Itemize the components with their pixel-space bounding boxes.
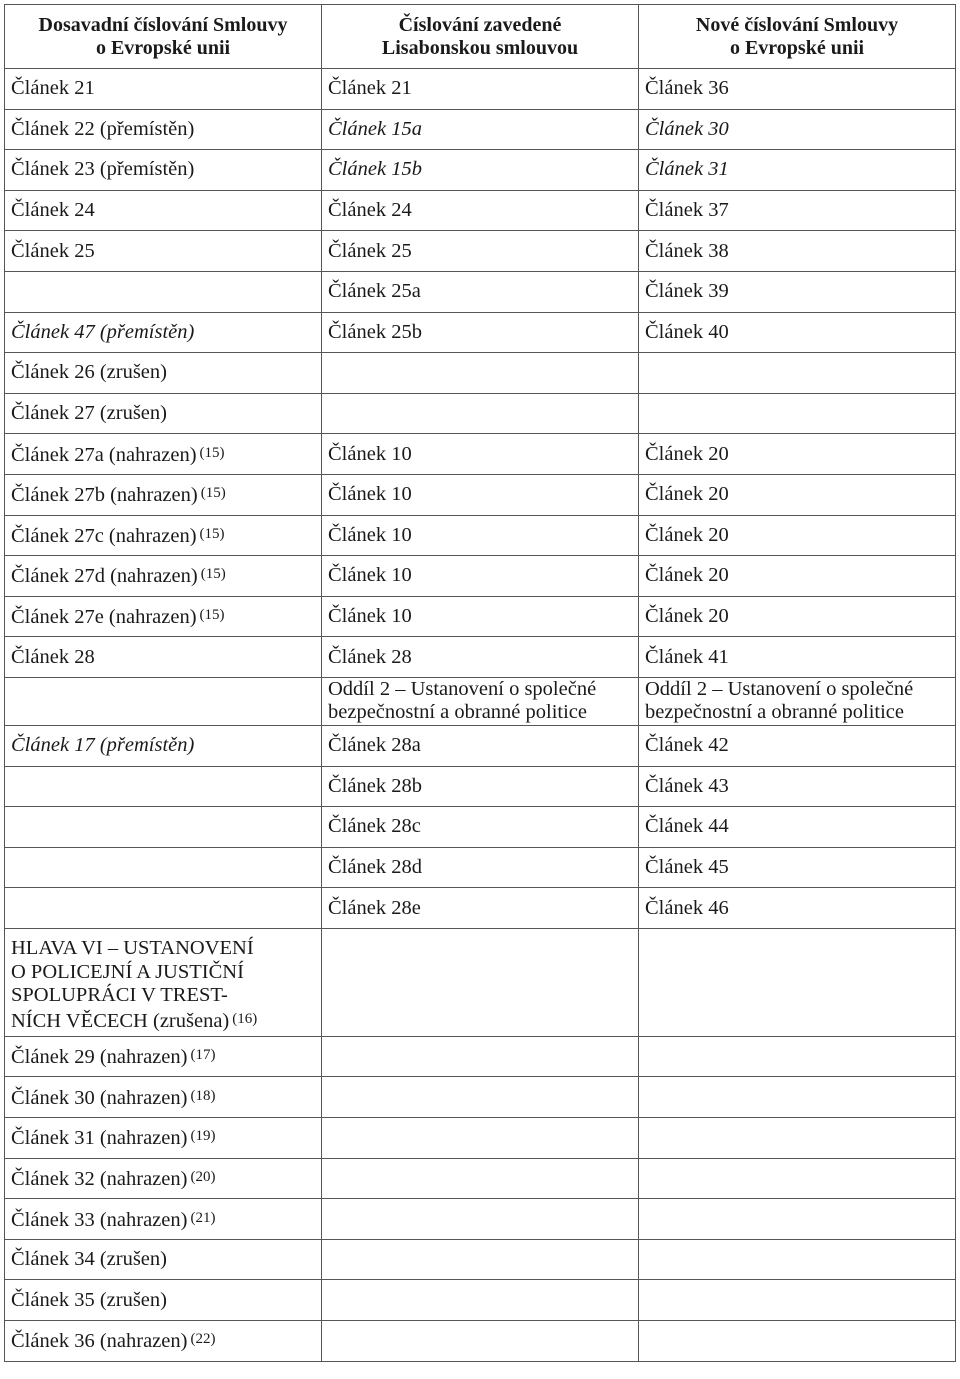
cell-old-text: Článek 27b (nahrazen) (11, 484, 198, 507)
footnote-ref: (21) (190, 1209, 216, 1226)
footnote-ref: (15) (199, 525, 225, 542)
table-row (5, 1239, 956, 1280)
cell-old-text: Článek 31 (nahrazen) (11, 1127, 188, 1150)
cell-lisbon: Článek 10 (322, 434, 639, 475)
table-row (5, 1280, 956, 1321)
cell-lisbon (322, 1036, 639, 1077)
cell-lisbon (322, 1199, 639, 1240)
table-row (5, 312, 956, 353)
header-new-line-2: o Evropské unii (729, 36, 865, 59)
cell-old: Článek 27 (zrušen) (5, 393, 322, 434)
cell-old (5, 1199, 322, 1240)
cell-old (5, 434, 322, 475)
section-heading-line-2: bezpečnostní a obranné politice (328, 701, 587, 724)
cell-old-text: Článek 32 (nahrazen) (11, 1167, 188, 1190)
table-row (5, 1158, 956, 1199)
cell-new (639, 1118, 956, 1159)
table-row (5, 888, 956, 929)
table-row (5, 1199, 956, 1240)
title-heading-line-1: HLAVA VI – USTANOVENÍ (11, 937, 254, 960)
cell-old (5, 474, 322, 515)
cell-old-text: Článek 27a (nahrazen) (11, 443, 197, 466)
table-row (5, 1036, 956, 1077)
cell-old-text: Článek 27c (nahrazen) (11, 524, 197, 547)
title-heading-line-2: O POLICEJNÍ A JUSTIČNÍ (11, 960, 244, 983)
cell-new: Článek 31 (639, 150, 956, 191)
cell-old (5, 596, 322, 637)
footnote-ref: (15) (199, 607, 225, 624)
cell-new (639, 1239, 956, 1280)
cell-lisbon (322, 1280, 639, 1321)
cell-new: Článek 45 (639, 847, 956, 888)
section-heading-line-1: Oddíl 2 – Ustanovení o společné (328, 678, 597, 701)
footnote-ref: (16) (232, 1010, 258, 1027)
cell-new: Článek 20 (639, 434, 956, 475)
cell-old: Článek 24 (5, 190, 322, 231)
table-row (5, 515, 956, 556)
cell-old: Článek 47 (přemístěn) (5, 312, 322, 353)
cell-old: Článek 23 (přemístěn) (5, 150, 322, 191)
cell-old (5, 888, 322, 929)
cell-old (5, 515, 322, 556)
table-row (5, 596, 956, 637)
footnote-ref: (15) (200, 485, 226, 502)
cell-old: Článek 22 (přemístěn) (5, 109, 322, 150)
cell-lisbon (322, 1239, 639, 1280)
cell-new: Článek 46 (639, 888, 956, 929)
cell-lisbon: Článek 28 (322, 637, 639, 678)
cell-lisbon: Článek 28a (322, 725, 639, 766)
table-row (5, 1321, 956, 1362)
cell-lisbon: Článek 10 (322, 556, 639, 597)
table-row (5, 847, 956, 888)
table-row (5, 190, 956, 231)
cell-new: Článek 42 (639, 725, 956, 766)
cell-lisbon (322, 1321, 639, 1362)
cell-new: Článek 41 (639, 637, 956, 678)
cell-new (639, 1158, 956, 1199)
title-heading-line-4 (11, 1008, 315, 1034)
cell-lisbon (322, 1118, 639, 1159)
cell-lisbon: Článek 28e (322, 888, 639, 929)
table-row (5, 807, 956, 848)
cell-new (639, 353, 956, 394)
table-row (5, 69, 956, 110)
cell-lisbon: Článek 10 (322, 515, 639, 556)
cell-lisbon: Článek 28d (322, 847, 639, 888)
cell-lisbon: Článek 25b (322, 312, 639, 353)
cell-lisbon (322, 393, 639, 434)
cell-old-text: Článek 30 (nahrazen) (11, 1086, 188, 1109)
cell-old (5, 677, 322, 725)
table-row (5, 725, 956, 766)
table-row (5, 766, 956, 807)
cell-lisbon: Článek 15a (322, 109, 639, 150)
title-heading-line-4-text: NÍCH VĚCECH (zrušena) (11, 1009, 230, 1032)
footnote-ref: (17) (190, 1047, 216, 1064)
table-row (5, 434, 956, 475)
table-row (5, 393, 956, 434)
cell-lisbon: Článek 15b (322, 150, 639, 191)
cell-new (639, 1036, 956, 1077)
title-heading-line-3: SPOLUPRÁCI V TREST- (11, 984, 228, 1007)
cell-new (639, 393, 956, 434)
cell-new: Článek 43 (639, 766, 956, 807)
cell-new: Článek 38 (639, 231, 956, 272)
cell-new (639, 1280, 956, 1321)
cell-lisbon (322, 677, 639, 725)
section-heading-line-2: bezpečnostní a obranné politice (645, 701, 904, 724)
cell-lisbon (322, 1158, 639, 1199)
cell-new (639, 1321, 956, 1362)
cell-lisbon: Článek 25a (322, 271, 639, 312)
header-old-line-1: Dosavadní číslování Smlouvy (38, 13, 288, 36)
cell-new (639, 1199, 956, 1240)
cell-old: Článek 28 (5, 637, 322, 678)
cell-old (5, 766, 322, 807)
cell-old: Článek 26 (zrušen) (5, 353, 322, 394)
cell-lisbon (322, 928, 639, 1036)
cell-new (639, 928, 956, 1036)
footnote-ref: (22) (190, 1331, 216, 1348)
cell-lisbon: Článek 10 (322, 474, 639, 515)
cell-old (5, 271, 322, 312)
table-row (5, 1077, 956, 1118)
cell-lisbon: Článek 28c (322, 807, 639, 848)
cell-new: Článek 40 (639, 312, 956, 353)
cell-new: Článek 36 (639, 69, 956, 110)
table-row (5, 271, 956, 312)
cell-old (5, 1321, 322, 1362)
cell-lisbon: Článek 28b (322, 766, 639, 807)
cell-lisbon (322, 353, 639, 394)
cell-new: Článek 30 (639, 109, 956, 150)
table-row (5, 637, 956, 678)
cell-old-text: Článek 33 (nahrazen) (11, 1208, 188, 1231)
footnote-ref: (20) (190, 1168, 216, 1185)
footnote-ref: (19) (190, 1128, 216, 1145)
table-row-section-heading (5, 677, 956, 725)
footnote-ref: (15) (200, 566, 226, 583)
cell-new: Článek 37 (639, 190, 956, 231)
cell-old-text: Článek 27e (nahrazen) (11, 606, 197, 629)
cell-new: Článek 20 (639, 515, 956, 556)
table-row (5, 556, 956, 597)
cell-old-text: Článek 36 (nahrazen) (11, 1330, 188, 1353)
table-row (5, 109, 956, 150)
cell-old (5, 1036, 322, 1077)
table-row (5, 1118, 956, 1159)
header-old-line-2: o Evropské unii (95, 36, 231, 59)
cell-old (5, 1118, 322, 1159)
cell-old (5, 847, 322, 888)
header-new-numbering (639, 5, 956, 69)
footnote-ref: (18) (190, 1087, 216, 1104)
cell-new: Článek 39 (639, 271, 956, 312)
cell-new (639, 1077, 956, 1118)
cell-new: Článek 44 (639, 807, 956, 848)
cell-new: Článek 20 (639, 474, 956, 515)
cell-new: Článek 20 (639, 556, 956, 597)
header-lisbon-line-2: Lisabonskou smlouvou (381, 36, 579, 59)
cell-old (5, 1158, 322, 1199)
table-row (5, 231, 956, 272)
cell-lisbon: Článek 10 (322, 596, 639, 637)
cell-lisbon: Článek 25 (322, 231, 639, 272)
header-new-line-1: Nové číslování Smlouvy (695, 13, 899, 36)
cell-lisbon: Článek 21 (322, 69, 639, 110)
cell-old-text: Článek 27d (nahrazen) (11, 565, 198, 588)
table-row-title-heading (5, 928, 956, 1036)
table-row (5, 474, 956, 515)
correlation-table (4, 4, 956, 1362)
table-row (5, 150, 956, 191)
cell-lisbon: Článek 24 (322, 190, 639, 231)
cell-new: Článek 20 (639, 596, 956, 637)
header-lisbon-numbering (322, 5, 639, 69)
cell-old: Článek 34 (zrušen) (5, 1239, 322, 1280)
cell-old: Článek 35 (zrušen) (5, 1280, 322, 1321)
header-old-numbering (5, 5, 322, 69)
header-row (5, 5, 956, 69)
cell-old (5, 556, 322, 597)
header-lisbon-line-1: Číslování zavedené (398, 13, 562, 36)
cell-new (639, 677, 956, 725)
footnote-ref: (15) (199, 444, 225, 461)
cell-old (5, 928, 322, 1036)
cell-old: Článek 17 (přemístěn) (5, 725, 322, 766)
cell-old-text: Článek 29 (nahrazen) (11, 1046, 188, 1069)
cell-lisbon (322, 1077, 639, 1118)
section-heading-line-1: Oddíl 2 – Ustanovení o společné (645, 678, 914, 701)
table-row (5, 353, 956, 394)
cell-old (5, 1077, 322, 1118)
cell-old: Článek 25 (5, 231, 322, 272)
cell-old (5, 807, 322, 848)
cell-old: Článek 21 (5, 69, 322, 110)
